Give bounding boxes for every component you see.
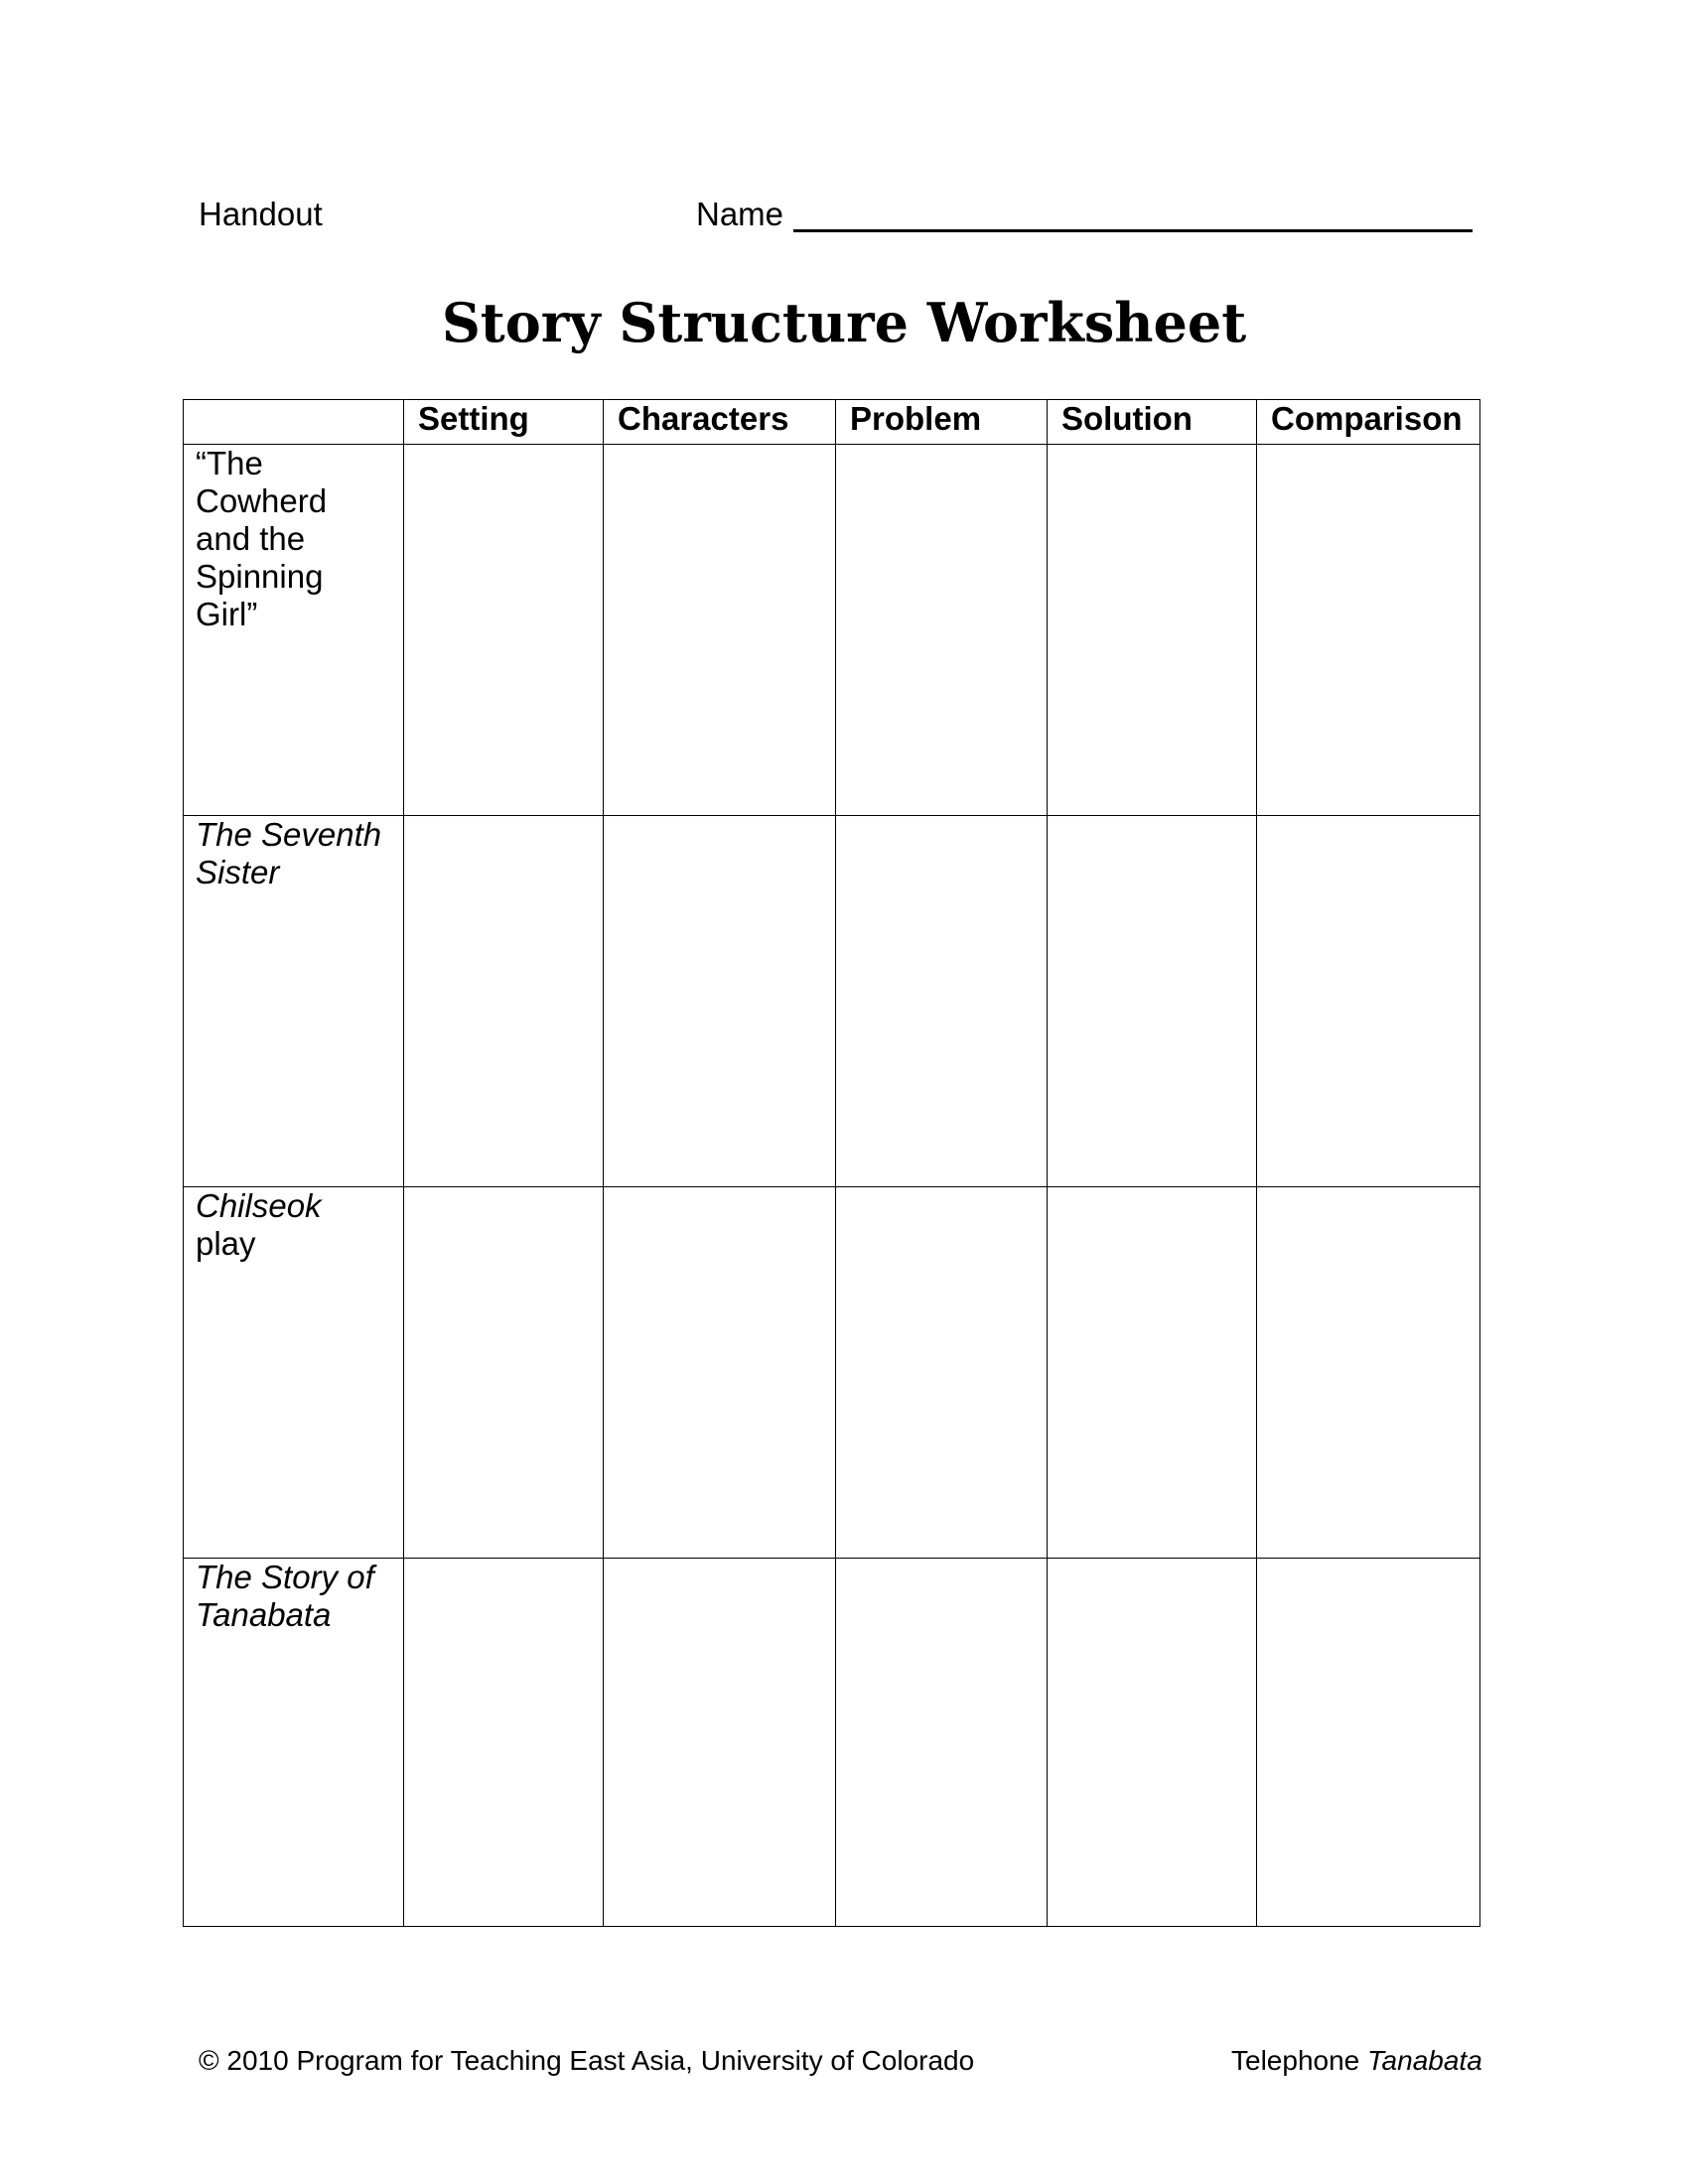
header-cell-blank	[184, 400, 404, 445]
solution-cell[interactable]	[1048, 816, 1257, 1187]
problem-cell[interactable]	[836, 1559, 1048, 1927]
table-row	[184, 1559, 1480, 1927]
label-line: Spinning	[196, 558, 324, 595]
footer-lesson-italic: Tanabata	[1367, 2045, 1482, 2076]
label-line: “The	[196, 445, 263, 481]
story-structure-table	[183, 399, 1480, 1927]
label-italic: The Story of Tanabata	[196, 1559, 374, 1633]
label-line: and the	[196, 520, 306, 557]
solution-cell[interactable]	[1048, 445, 1257, 816]
name-blank-line[interactable]	[793, 229, 1473, 232]
solution-cell[interactable]	[1048, 1187, 1257, 1559]
handout-label: Handout	[199, 196, 323, 232]
setting-cell[interactable]	[404, 445, 604, 816]
story-label-chilseok	[184, 1187, 403, 1263]
row-label-cell	[184, 816, 404, 1187]
name-label: Name	[696, 196, 784, 232]
table-row	[184, 1187, 1480, 1559]
header-cell-problem: Problem	[836, 400, 1048, 445]
solution-cell[interactable]	[1048, 1559, 1257, 1927]
row-label-cell	[184, 1559, 404, 1927]
problem-cell[interactable]	[836, 445, 1048, 816]
characters-cell[interactable]	[604, 1187, 836, 1559]
footer-lesson-title	[1231, 2044, 1482, 2078]
worksheet-title: Story Structure Worksheet	[441, 291, 1247, 354]
row-label-cell	[184, 1187, 404, 1559]
setting-cell[interactable]	[404, 1559, 604, 1927]
story-label-tanabata	[184, 1559, 403, 1634]
label-line: Cowherd	[196, 482, 328, 519]
table-row	[184, 445, 1480, 816]
comparison-cell[interactable]	[1257, 816, 1480, 1187]
label-plain: play	[196, 1225, 256, 1262]
label-italic: The Seventh Sister	[196, 816, 382, 890]
comparison-cell[interactable]	[1257, 1187, 1480, 1559]
label-line: Girl”	[196, 596, 258, 632]
header-cell-solution: Solution	[1048, 400, 1257, 445]
story-label-seventh-sister	[184, 816, 403, 891]
story-label-cowherd	[184, 445, 403, 633]
setting-cell[interactable]	[404, 1187, 604, 1559]
header-cell-setting: Setting	[404, 400, 604, 445]
comparison-cell[interactable]	[1257, 1559, 1480, 1927]
label-italic: Chilseok	[196, 1187, 322, 1224]
row-label-cell	[184, 445, 404, 816]
problem-cell[interactable]	[836, 816, 1048, 1187]
comparison-cell[interactable]	[1257, 445, 1480, 816]
characters-cell[interactable]	[604, 816, 836, 1187]
header-cell-characters: Characters	[604, 400, 836, 445]
setting-cell[interactable]	[404, 816, 604, 1187]
table-header-row	[184, 400, 1480, 445]
characters-cell[interactable]	[604, 1559, 836, 1927]
name-field	[696, 195, 1473, 234]
table-row	[184, 816, 1480, 1187]
problem-cell[interactable]	[836, 1187, 1048, 1559]
footer-copyright: © 2010 Program for Teaching East Asia, University of Colorado	[199, 2045, 975, 2076]
footer-lesson-plain: Telephone	[1231, 2045, 1360, 2076]
characters-cell[interactable]	[604, 445, 836, 816]
header-cell-comparison: Comparison	[1257, 400, 1480, 445]
